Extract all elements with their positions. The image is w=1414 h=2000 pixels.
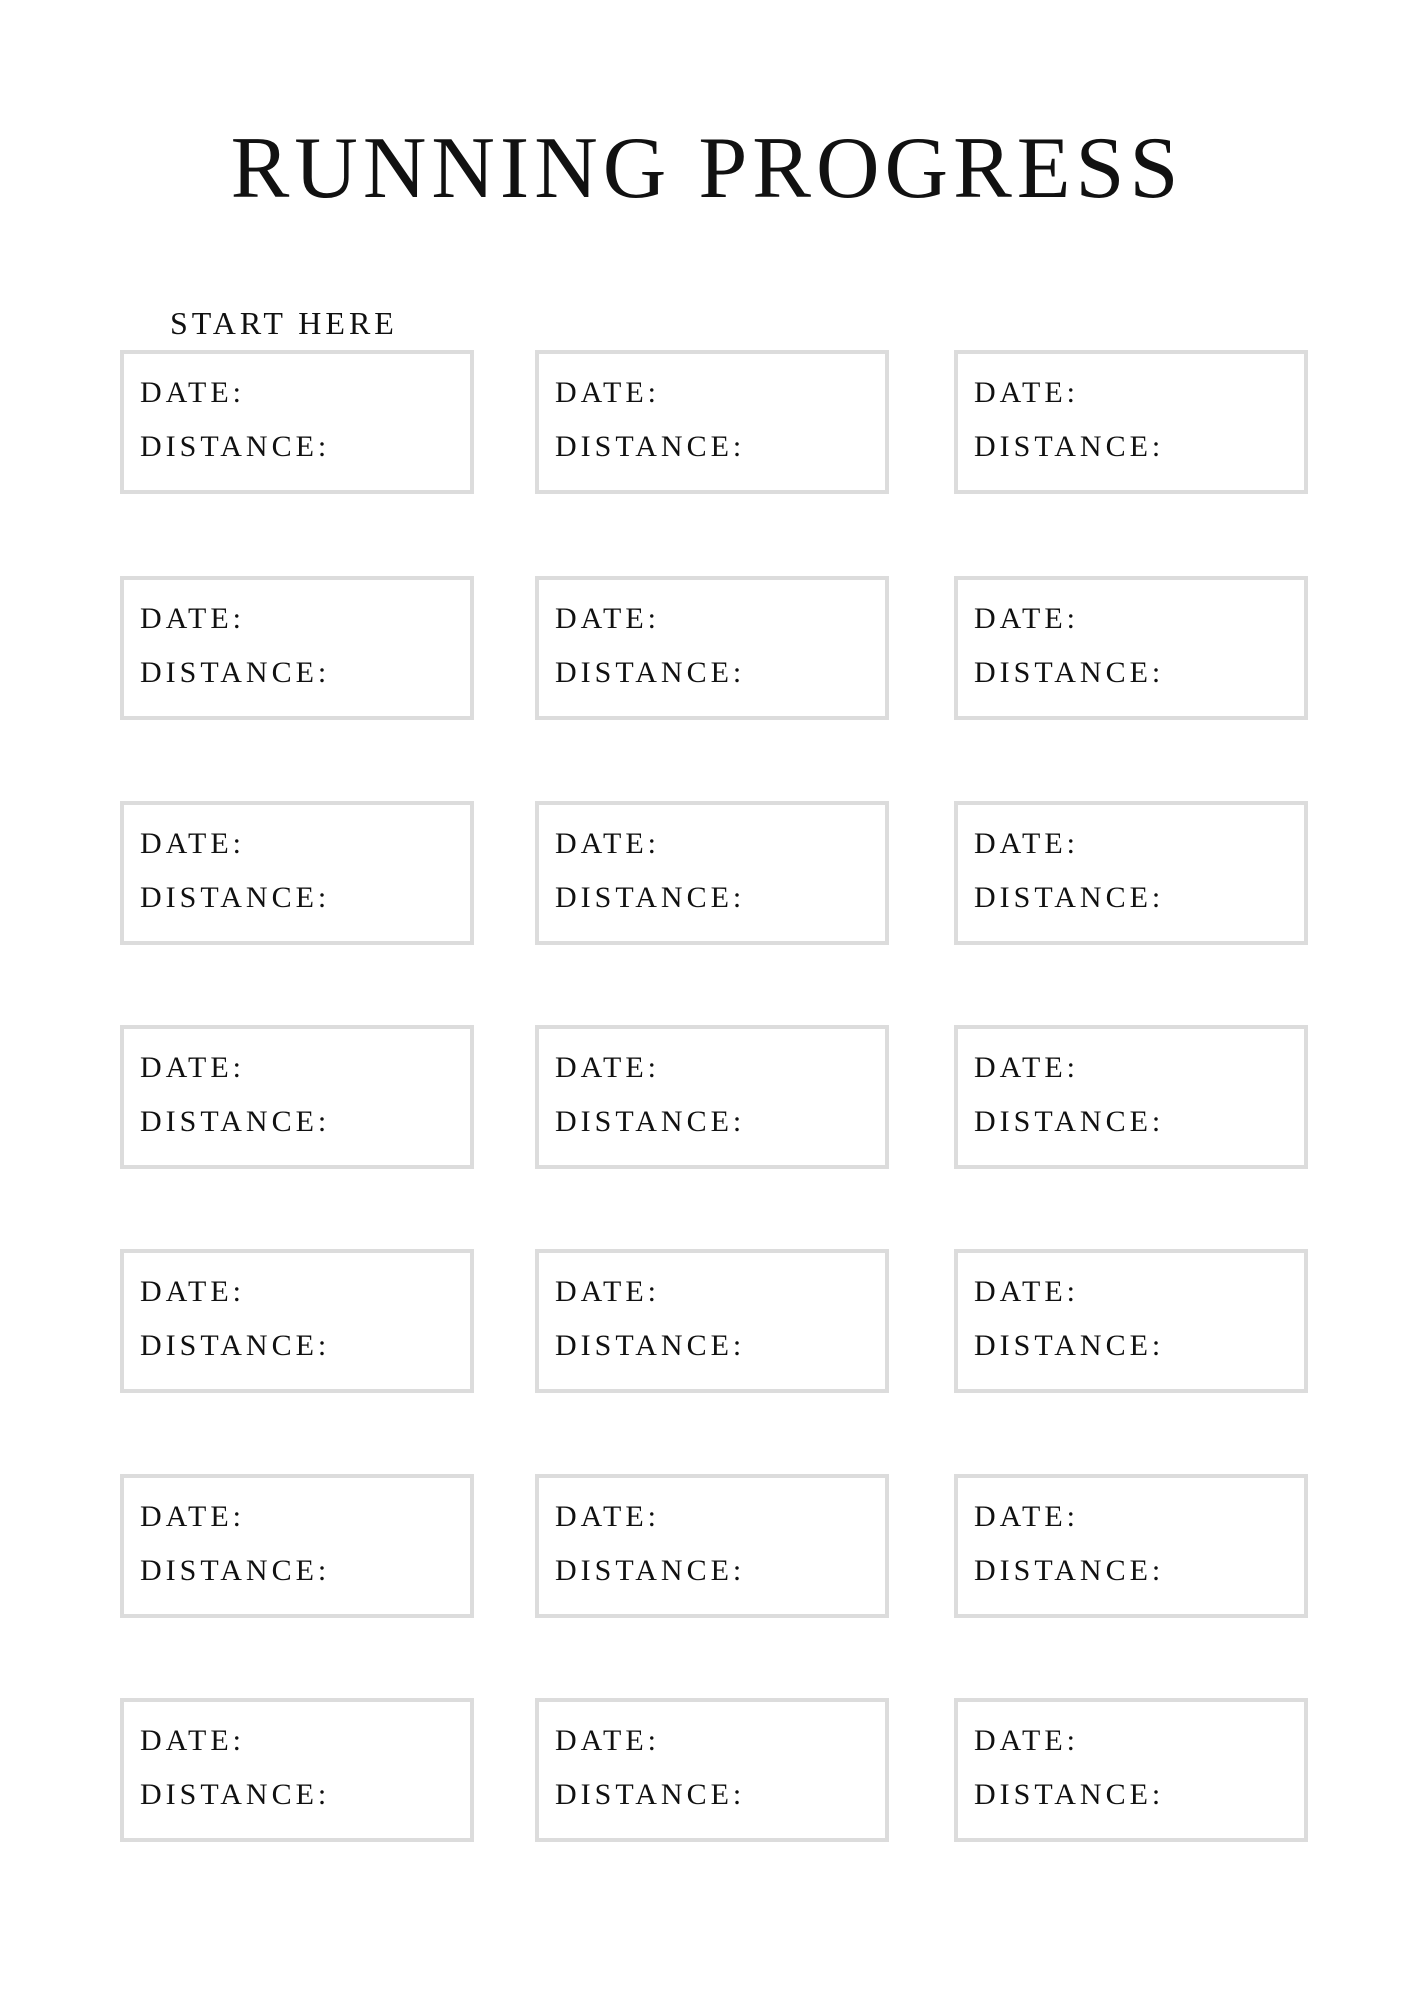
run-entry-box[interactable]: [120, 1474, 474, 1618]
run-entry-box[interactable]: [120, 1698, 474, 1842]
date-label: DATE:: [555, 1500, 660, 1533]
date-label: DATE:: [140, 827, 245, 860]
run-entry-box[interactable]: [535, 801, 889, 945]
run-entry-box[interactable]: [954, 1249, 1308, 1393]
date-label: DATE:: [555, 827, 660, 860]
run-entry-box[interactable]: [120, 1249, 474, 1393]
distance-label: DISTANCE:: [140, 430, 331, 463]
run-entry-box[interactable]: [954, 576, 1308, 720]
run-entry-box[interactable]: [120, 1025, 474, 1169]
date-label: DATE:: [555, 376, 660, 409]
run-entry-box[interactable]: [120, 350, 474, 494]
run-entry-box[interactable]: [535, 1698, 889, 1842]
date-label: DATE:: [140, 376, 245, 409]
distance-label: DISTANCE:: [140, 881, 331, 914]
run-entry-box[interactable]: [535, 1249, 889, 1393]
date-label: DATE:: [974, 1500, 1079, 1533]
date-label: DATE:: [140, 1724, 245, 1757]
distance-label: DISTANCE:: [140, 656, 331, 689]
distance-label: DISTANCE:: [974, 1105, 1165, 1138]
distance-label: DISTANCE:: [555, 1329, 746, 1362]
run-entry-box[interactable]: [954, 1474, 1308, 1618]
distance-label: DISTANCE:: [555, 1105, 746, 1138]
run-entry-box[interactable]: [954, 1698, 1308, 1842]
date-label: DATE:: [555, 1275, 660, 1308]
distance-label: DISTANCE:: [555, 656, 746, 689]
distance-label: DISTANCE:: [974, 430, 1165, 463]
distance-label: DISTANCE:: [555, 430, 746, 463]
run-entry-box[interactable]: [954, 1025, 1308, 1169]
distance-label: DISTANCE:: [140, 1105, 331, 1138]
run-entry-box[interactable]: [120, 576, 474, 720]
run-entry-box[interactable]: [535, 1474, 889, 1618]
start-here-label: START HERE: [170, 305, 398, 341]
date-label: DATE:: [974, 1051, 1079, 1084]
distance-label: DISTANCE:: [555, 1778, 746, 1811]
distance-label: DISTANCE:: [555, 1554, 746, 1587]
date-label: DATE:: [555, 602, 660, 635]
distance-label: DISTANCE:: [140, 1554, 331, 1587]
date-label: DATE:: [140, 1051, 245, 1084]
run-entry-box[interactable]: [535, 350, 889, 494]
date-label: DATE:: [974, 827, 1079, 860]
distance-label: DISTANCE:: [140, 1329, 331, 1362]
date-label: DATE:: [974, 1724, 1079, 1757]
date-label: DATE:: [974, 1275, 1079, 1308]
date-label: DATE:: [555, 1724, 660, 1757]
distance-label: DISTANCE:: [974, 1329, 1165, 1362]
date-label: DATE:: [974, 376, 1079, 409]
run-entry-box[interactable]: [535, 576, 889, 720]
distance-label: DISTANCE:: [974, 1778, 1165, 1811]
page-title: RUNNING PROGRESS: [230, 120, 1184, 217]
date-label: DATE:: [140, 602, 245, 635]
run-entry-box[interactable]: [120, 801, 474, 945]
distance-label: DISTANCE:: [974, 656, 1165, 689]
date-label: DATE:: [555, 1051, 660, 1084]
run-entry-box[interactable]: [535, 1025, 889, 1169]
distance-label: DISTANCE:: [974, 881, 1165, 914]
distance-label: DISTANCE:: [555, 881, 746, 914]
run-entry-box[interactable]: [954, 801, 1308, 945]
run-entry-box[interactable]: [954, 350, 1308, 494]
date-label: DATE:: [140, 1275, 245, 1308]
date-label: DATE:: [140, 1500, 245, 1533]
date-label: DATE:: [974, 602, 1079, 635]
distance-label: DISTANCE:: [974, 1554, 1165, 1587]
distance-label: DISTANCE:: [140, 1778, 331, 1811]
